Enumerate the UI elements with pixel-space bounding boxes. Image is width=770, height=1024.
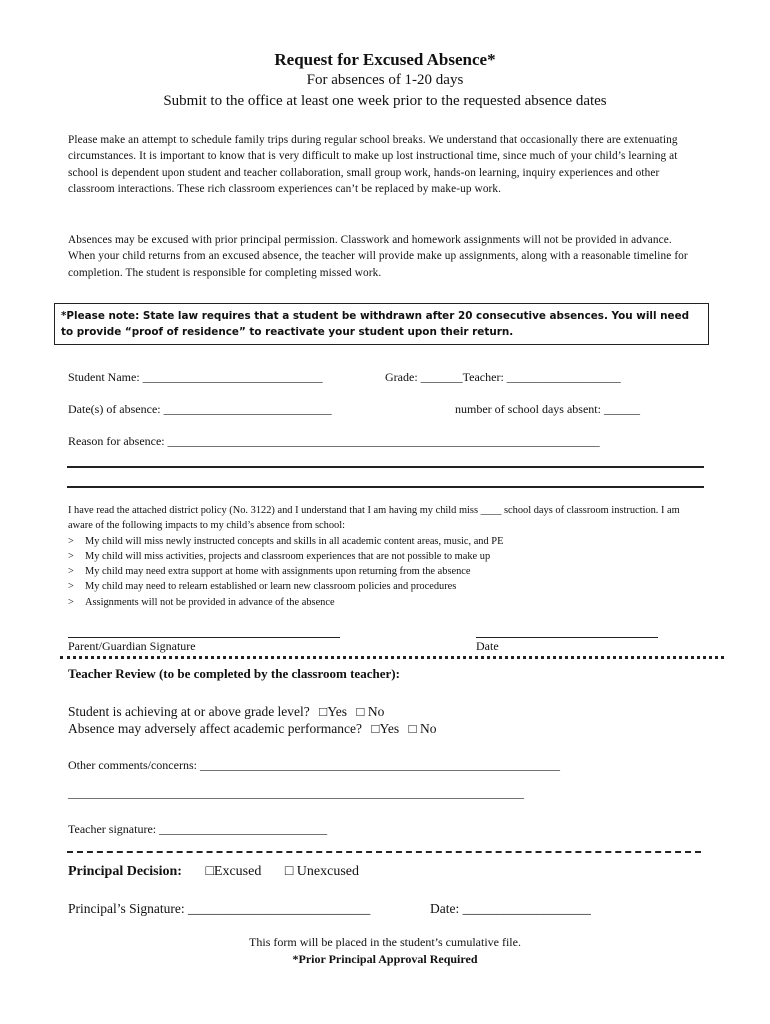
form-subtitle-range: For absences of 1-20 days <box>306 72 464 88</box>
parent-date-label: Date <box>476 639 499 653</box>
principal-decision-row <box>68 864 359 880</box>
grade-level-yes-checkbox[interactable]: □Yes <box>319 704 347 719</box>
bullet-marker: > <box>68 535 74 547</box>
principal-decision-label: Principal Decision: <box>68 864 182 879</box>
teacher-review-heading: Teacher Review (to be completed by the classroom teacher): <box>68 666 400 681</box>
unexcused-checkbox[interactable]: □ Unexcused <box>284 864 359 879</box>
teacher-signature-field[interactable]: Teacher signature: ____________________________ <box>68 822 328 836</box>
performance-no-checkbox[interactable]: □ No <box>408 721 437 736</box>
intro-paragraph-2: Absences may be excused with prior principal permission. Classwork and homework assignments will not be provided in advance. When your child returns from an excused absence, the teacher will provide make up assignments, along with a reasonable timeline for completion. The student is responsible for completing missed work. <box>68 234 688 279</box>
list-item: > My child may need extra support at home with assignments upon returning from the absence <box>68 564 688 579</box>
state-law-notice: *Please note: State law requires that a student be withdrawn after 20 consecutive absences. You will need to provide “proof of residence” to reactivate your student upon their return. <box>54 303 709 345</box>
parent-signature-label: Parent/Guardian Signature <box>68 639 196 653</box>
form-subtitle-instructions: Submit to the office at least one week prior to the requested absence dates <box>163 93 607 109</box>
bullet-marker: > <box>68 581 74 593</box>
principal-signature-field[interactable]: Principal’s Signature: ___________________________ <box>68 901 371 916</box>
principal-date-field[interactable]: Date: ___________________ <box>430 901 591 916</box>
performance-yes-checkbox[interactable]: □Yes <box>371 721 400 736</box>
list-item: > My child may need to relearn established or learn new classroom policies and procedures <box>68 579 688 594</box>
reason-line-1[interactable] <box>67 466 704 468</box>
section-divider-dotted <box>60 656 724 659</box>
list-item: > My child will miss newly instructed concepts and skills in all academic content areas, music, and PE <box>68 534 688 549</box>
student-name-field[interactable]: Student Name: ______________________________ <box>68 370 323 384</box>
footer-note: This form will be placed in the student’s cumulative file. <box>249 935 521 949</box>
list-item: > My child will miss activities, projects and classroom experiences that are not possible to make up <box>68 549 688 564</box>
form-title: Request for Excused Absence* <box>274 50 496 69</box>
grade-teacher-field[interactable]: Grade: _______Teacher: ___________________ <box>385 370 621 384</box>
bullet-marker: > <box>68 596 74 608</box>
list-item: > Assignments will not be provided in advance of the absence <box>68 595 688 610</box>
grade-level-question: Student is achieving at or above grade level? □Yes □ No <box>68 704 385 719</box>
footer-approval-note: *Prior Principal Approval Required <box>292 952 478 966</box>
comments-line-2[interactable]: ____________________________________________________________________________ <box>68 786 524 800</box>
impact-list <box>68 534 688 610</box>
parent-date-line[interactable] <box>476 637 658 638</box>
days-absent-field[interactable]: number of school days absent: ______ <box>455 402 640 416</box>
grade-level-no-checkbox[interactable]: □ No <box>356 704 385 719</box>
reason-field[interactable]: Reason for absence: ________________________________________________________________________ <box>68 434 600 448</box>
policy-acknowledgement <box>68 503 688 610</box>
section-divider-dashed <box>67 851 701 853</box>
bullet-marker: > <box>68 550 74 562</box>
parent-signature-line[interactable] <box>68 637 340 638</box>
bullet-marker: > <box>68 566 74 578</box>
absence-dates-field[interactable]: Date(s) of absence: ____________________________ <box>68 402 332 416</box>
policy-statement: I have read the attached district policy (No. 3122) and I understand that I am having my child miss ____ school days of classroom instruction. I am aware of the following impacts to my child’s absence from school: <box>68 505 680 532</box>
intro-paragraph-1: Please make an attempt to schedule family trips during regular school breaks. We understand that occasionally there are extenuating circumstances. It is important to know that is very difficult to make up lost instructional time, since much of your child’s learning at school is dependent upon student and teacher collaboration, small group work, hands-on learning, inquiry experiences and other classroom interactions. These rich classroom experiences can’t be replaced by make-up work. <box>68 134 678 195</box>
reason-line-2[interactable] <box>67 486 704 488</box>
excused-checkbox[interactable]: □Excused <box>205 864 262 879</box>
performance-question: Absence may adversely affect academic performance? □Yes □ No <box>68 721 437 736</box>
comments-field[interactable]: Other comments/concerns: ____________________________________________________________ <box>68 758 560 772</box>
